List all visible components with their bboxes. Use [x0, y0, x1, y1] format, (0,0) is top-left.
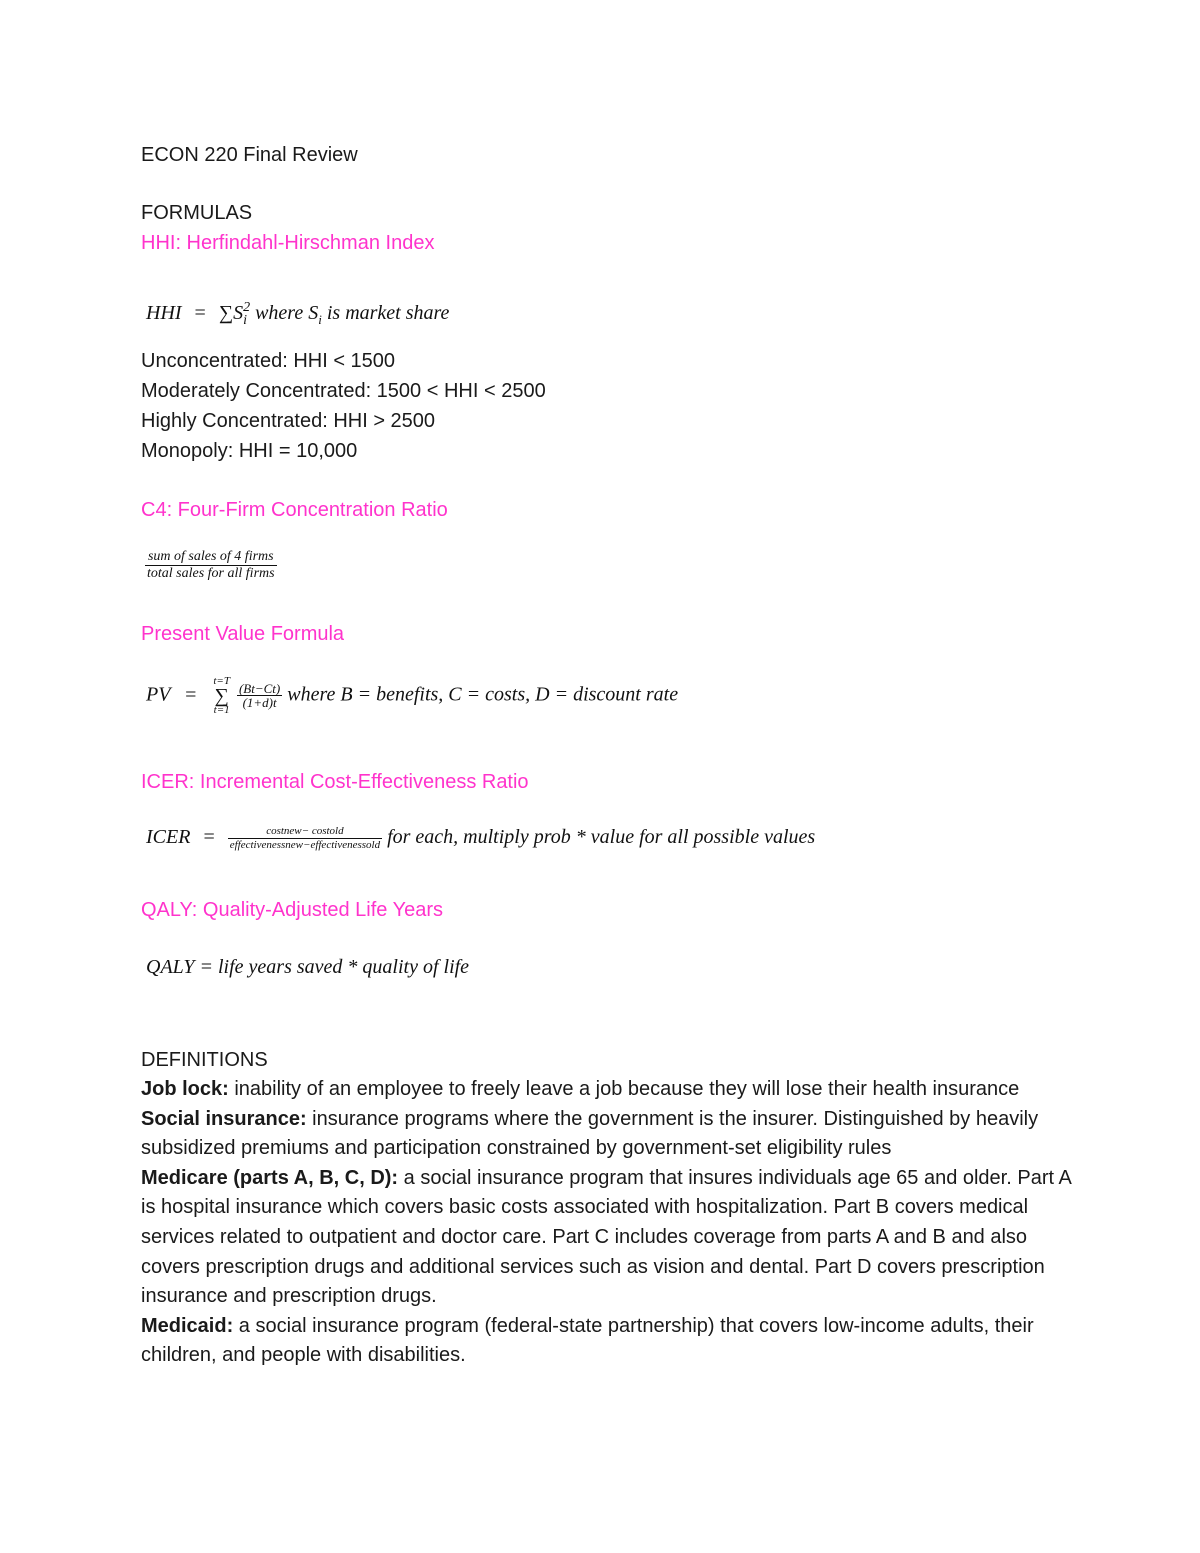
definition-medicare: [141, 1164, 1071, 1312]
icer-numerator: costnew− costold: [228, 826, 382, 839]
pv-sigma: ∑: [214, 685, 229, 707]
formulas-heading: FORMULAS: [141, 202, 253, 224]
pv-eq: =: [185, 683, 197, 706]
definition-text: insurance programs where the government is the insurer. Distinguished by heavily subsidized premiums and participation constrained by government-set eligibility rules: [141, 1107, 1039, 1160]
icer-heading: ICER: Incremental Cost-Effectiveness Ratio: [141, 771, 529, 793]
hhi-var2: S: [308, 302, 319, 325]
hhi-sub2: i: [318, 312, 322, 328]
c4-formula: [145, 550, 277, 581]
pv-lower: t=1: [213, 704, 230, 716]
document-title: ECON 220 Final Review: [141, 144, 358, 166]
definition-text: inability of an employee to freely leave a job because they will lose their health insurance: [228, 1078, 1020, 1100]
hhi-level-moderate: Moderately Concentrated: 1500 < HHI < 2500: [141, 380, 546, 402]
definition-medicaid: [141, 1312, 1071, 1371]
hhi-heading: HHI: Herfindahl-Hirschman Index: [141, 232, 435, 254]
icer-denominator: effectivenessnew−effectivenessold: [229, 838, 381, 851]
definitions-heading: DEFINITIONS: [141, 1049, 268, 1071]
definition-text: a social insurance program (federal-state partnership) that covers low-income adults, their children, and people with disabilities.: [141, 1314, 1034, 1367]
pv-rest: where B = benefits, C = costs, D = discount rate: [287, 683, 679, 706]
c4-numerator: sum of sales of 4 firms: [145, 550, 277, 566]
icer-rest: for each, multiply prob * value for all possible values: [387, 826, 816, 848]
hhi-level-monopoly: Monopoly: HHI = 10,000: [141, 440, 358, 462]
definition-term: Social insurance:: [141, 1107, 307, 1130]
definition-text: a social insurance program that insures individuals age 65 and older. Part A is hospital insurance which covers basic costs associated with hospitalization. Part B covers medical services related to outpatient and doctor care. Part C includes coverage from parts A and B and also covers prescription drugs and additional services such as vision and dental. Part D covers prescription insurance and prescription drugs.: [141, 1166, 1071, 1308]
hhi-eq: =: [194, 302, 206, 325]
definition-social-insurance: [141, 1105, 1071, 1164]
pv-heading: Present Value Formula: [141, 623, 345, 645]
definition-term: Medicare (parts A, B, C, D):: [141, 1166, 399, 1189]
hhi-where: where: [255, 302, 304, 325]
definitions-list: [141, 1075, 1071, 1371]
icer-lhs: ICER: [146, 826, 191, 848]
hhi-level-unconcentrated: Unconcentrated: HHI < 1500: [141, 350, 396, 372]
icer-eq: =: [203, 826, 215, 848]
icer-formula: [146, 826, 815, 851]
hhi-sum: ∑: [218, 302, 234, 325]
c4-heading: C4: Four-Firm Concentration Ratio: [141, 499, 448, 521]
qaly-formula: QALY = life years saved * quality of life: [146, 956, 470, 978]
hhi-rest: is market share: [326, 302, 450, 325]
hhi-var: S: [233, 302, 244, 325]
pv-upper: t=T: [213, 675, 230, 687]
hhi-level-high: Highly Concentrated: HHI > 2500: [141, 410, 436, 432]
hhi-sub: i: [243, 312, 247, 328]
hhi-sup: 2: [243, 300, 251, 315]
hhi-lhs: HHI: [146, 302, 182, 325]
qaly-heading: QALY: Quality-Adjusted Life Years: [141, 899, 444, 921]
pv-formula: [146, 676, 678, 716]
c4-denominator: total sales for all firms: [147, 565, 275, 581]
pv-numerator: (Bt−Ct): [238, 680, 281, 696]
definition-term: Job lock:: [141, 1078, 229, 1100]
definition-term: Medicaid:: [141, 1314, 234, 1337]
pv-lhs: PV: [146, 683, 171, 706]
hhi-formula: [146, 302, 449, 328]
pv-denominator: (1+d)t: [242, 695, 277, 711]
definition-job-lock: [141, 1075, 1071, 1105]
